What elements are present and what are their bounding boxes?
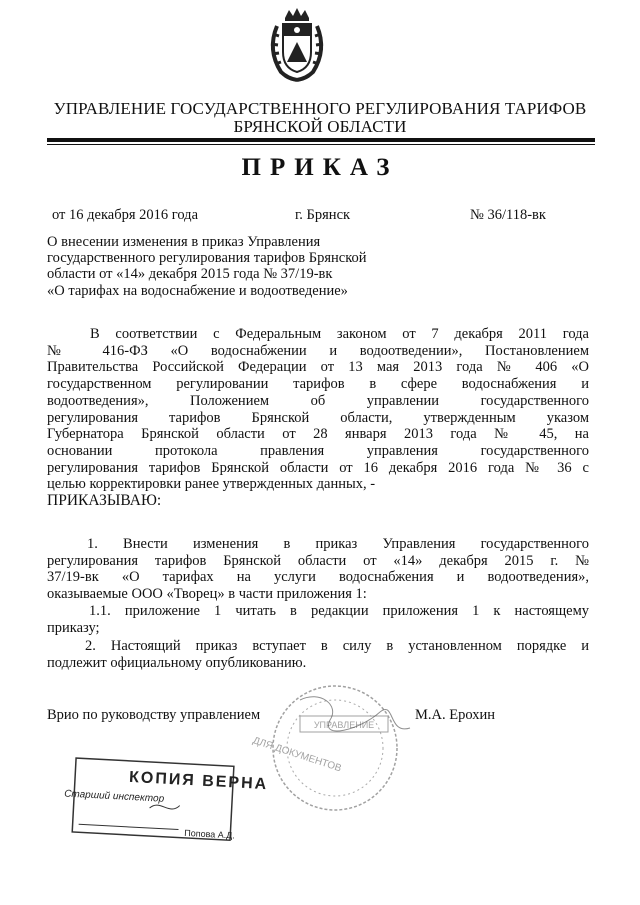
subject-line: области от «14» декабря 2015 года № 37/19-вк [47,266,333,283]
header-rule-thin [47,144,595,145]
header-rule [47,138,595,142]
signatory-position: Врио по руководству управлением [47,707,261,723]
subject-line: О внесении изменения в приказ Управления [47,234,321,250]
subject-line: государственного регулирования тарифов Брянской [47,250,367,267]
copy-stamp-icon [62,758,269,843]
preamble-line: целью корректировки ранее утвержденных данных, - [47,476,376,493]
subject-line: «О тарифах на водоснабжение и водоотведение» [47,282,348,299]
org-name-line2: БРЯНСКОЙ ОБЛАСТИ [233,117,407,136]
signature-scribble [300,697,410,731]
copy-stamp-text: КОПИЯ ВЕРНА [128,768,269,794]
order-word: ПРИКАЗЫВАЮ: [47,492,162,510]
copy-stamp-inspector: Старший инспектор [63,788,165,805]
preamble-line: Губернатора Брянской области от 28 января 2013 года № 45, на [47,426,589,443]
order-city: г. Брянск [295,207,351,223]
preamble-line: основании протокола правления управления государственного [47,442,589,459]
order-number: № 36/118-вк [470,207,546,223]
item-line: приказу; [47,619,100,636]
preamble-line: регулирования тарифов Брянской области от 16 декабря 2016 года № 36 с [47,459,589,476]
item-line: регулирования тарифов Брянской области от «14» декабря 2015 г. № [47,552,589,569]
preamble-line: регулирования тарифов Брянской области, утвержденным указом [47,409,589,426]
coat-of-arms-icon [263,6,331,84]
preamble-paragraph [47,326,589,510]
preamble-line: № 416-ФЗ «О водоснабжении и водоотведении», Постановлением [47,342,589,359]
item-line: 1.1. приложение 1 читать в редакции приложения 1 к настоящему [89,603,589,619]
document-title: ПРИКАЗ [241,154,399,181]
order-item-1-1 [47,603,589,636]
seal-center-text: УПРАВЛЕНИЕ [313,720,375,730]
item-line: подлежит официальному опубликованию. [47,654,307,671]
preamble-line: водоотведения», Положением об управлении государственного [47,392,589,409]
preamble-line: Правительства Российской Федерации от 13 мая 2013 года № 406 «О [47,359,589,376]
round-seal-icon [251,686,397,810]
org-name-line1: УПРАВЛЕНИЕ ГОСУДАРСТВЕННОГО РЕГУЛИРОВАНИЯ ТАРИФОВ [53,99,587,118]
order-subject [47,234,367,299]
item-line: 1. Внести изменения в приказ Управления государственного [87,536,589,552]
signatory-name: М.А. Ерохин [415,707,496,723]
order-item-2 [47,638,589,671]
preamble-line: В соответствии с Федеральным законом от 7 декабря 2011 года [90,326,589,342]
item-line: оказываемые ООО «Творец» в части приложения 1: [47,586,367,603]
seal-ring-text: ДЛЯ ДОКУМЕНТОВ [251,735,343,775]
copy-stamp-name: Попова А.Д. [184,827,236,841]
order-date: от 16 декабря 2016 года [52,207,198,223]
preamble-line: государственном регулировании тарифов в сфере водоснабжения и [47,376,589,393]
item-line: 37/19-вк «О тарифах на услуги водоснабжения и водоотведения», [47,569,589,586]
item-line: 2. Настоящий приказ вступает в силу в установленном порядке и [85,638,589,654]
order-item-1 [47,536,589,603]
